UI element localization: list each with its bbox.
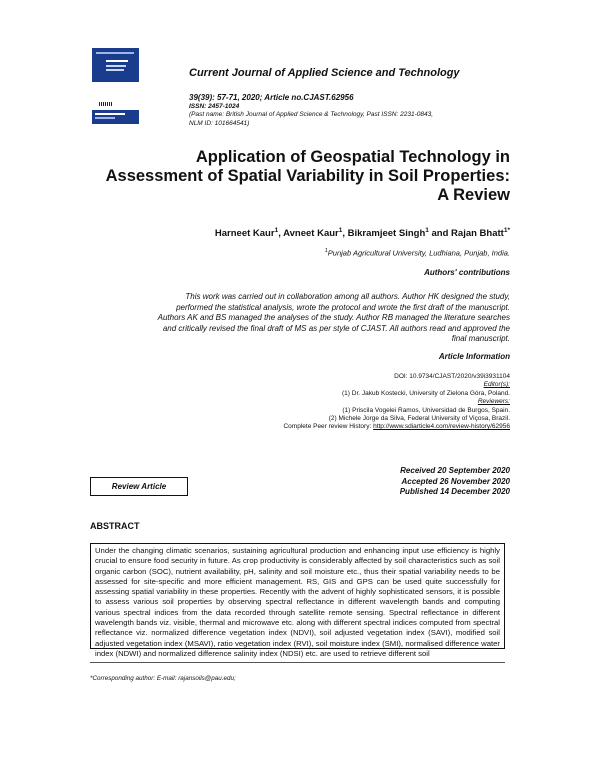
issn: ISSN: 2457-1024	[189, 103, 240, 110]
author-name: Harneet Kaur	[214, 228, 275, 240]
journal-banner-image	[92, 110, 139, 124]
abstract-heading: ABSTRACT	[90, 521, 140, 531]
author-name: Bikramjeet Singh	[347, 228, 426, 240]
journal-cover-image	[92, 48, 139, 82]
issue-info: 39(39): 57-71, 2020; Article no.CJAST.62956	[189, 93, 354, 102]
contributions-heading: Authors' contributions	[424, 268, 510, 277]
author-name: Avneet Kaur	[283, 228, 339, 240]
author-name: Rajan Bhatt	[451, 228, 504, 240]
article-type-badge: Review Article	[90, 477, 188, 496]
doi: DOI: 10.9734/CJAST/2020/v39i3931104	[394, 373, 510, 380]
paper-title: Application of Geospatial Technology in Assessment of Spatial Variability in Soil Properties: A Review	[105, 148, 510, 204]
journal-name: Current Journal of Applied Science and Technology	[189, 67, 460, 79]
publication-dates: Received 20 September 2020 Accepted 26 November 2020 Published 14 December 2020	[399, 466, 510, 496]
barcode-icon	[99, 102, 113, 106]
article-info-heading: Article Information	[438, 352, 510, 361]
article-info: DOI: 10.9734/CJAST/2020/v39i3931104 Editor(s): (1) Dr. Jakub Kostecki, University of Zielona Góra, Poland. Reviewers: (1) Priscila Vogelei Ramos, Universidad de Burgos, Spain. (2) Michele Jorge da Silva, Federal University of Viçosa, Brazil. Complete Peer review History: http://www.sdiarticle4.com/review-history/62956	[200, 373, 510, 432]
author-list: Harneet Kaur$^1$, Avneet Kaur$^1$, Bikramjeet Singh$^1$ and Rajan Bhatt$^{1*}$	[214, 227, 510, 240]
footnote-divider	[90, 662, 505, 663]
affiliation: $^1$Punjab Agricultural University, Ludhiana, Punjab, India.	[324, 248, 510, 258]
review-history-link[interactable]: http://www.sdiarticle4.com/review-history/62956	[373, 423, 510, 431]
past-name-info: (Past name: British Journal of Applied Science & Technology, Past ISSN: 2231-0843, NLM ID: 101664541)	[189, 111, 434, 127]
contributions-text: This work was carried out in collaboration among all authors. Author HK designed the study, performed the statistical analysis, wrote the protocol and wrote the first draft of the manuscript. Authors AK and BS managed the analyses of the study. Author RB managed the literature searches and critically revised the final draft of MS as per style of CJAST. All authors read and approved the final manuscript.	[157, 292, 510, 343]
abstract-text: Under the changing climatic scenarios, sustaining agricultural production and enhancing input use efficiency is highly crucial to ensure food security in future. As crop productivity is considerably affected by soil characteristics such as soil organic carbon (SOC), nutrient availability, pH, salinity and soil moisture etc., thus their spatial variability needs to be assessed for site-specific and more efficient management. RS, GIS and GPS can be used quite successfully for assessing spatial variability in these properties. Recently with the advent of highly sophisticated sensors, it is possible to assess various soil properties by observing spectral reflectance in different wavelength bands and computing various spectral indices from the data recorded through satellite remote sensing. Spectral reflectance in different wavelength bands viz. visible, thermal and microwave etc. along with different spectral indices computed from spectral reflectance viz. normalized difference vegetation index (NDVI), soil adjusted vegetation index (SAVI), modified soil adjusted vegetation index (MSAVI), ratio vegetation index (RVI), soil moisture index (SMI), normalised difference water index (NDWI) and normalized difference salinity index (NDSI) etc. are used to retrieve different soil	[90, 543, 505, 649]
corresponding-author-footnote: *Corresponding author: E-mail: rajansoils@pau.edu;	[90, 675, 236, 682]
